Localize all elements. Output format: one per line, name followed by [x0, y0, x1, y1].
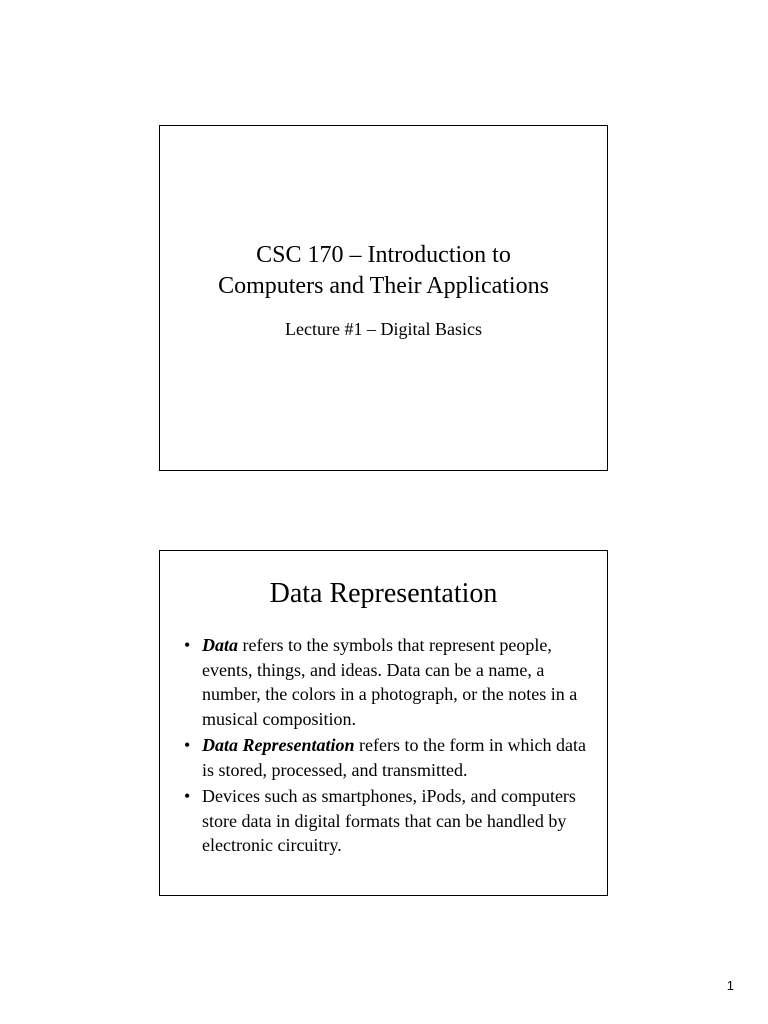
bullet-item-data-representation [184, 733, 589, 782]
course-title [160, 240, 607, 302]
bullet-icon: • [184, 635, 191, 655]
course-title-line-2: Computers and Their Applications [218, 273, 549, 299]
bullet-text: refers to the form in which data is stored, processed, and transmitted. [202, 735, 586, 780]
bullet-text: Devices such as smartphones, iPods, and computers store data in digital formats that can be handled by electronic circuitry. [202, 786, 576, 855]
bullet-term: Data Representation [202, 735, 355, 755]
bullet-text: refers to the symbols that represent people, events, things, and ideas. Data can be a name, a number, the colors in a photograph, or the notes in a musical composition. [202, 635, 578, 729]
course-title-line-1: CSC 170 – Introduction to [256, 242, 511, 268]
slide-data-representation [159, 550, 608, 896]
bullet-term: Data [202, 635, 238, 655]
slide-heading: Data Representation [269, 578, 498, 609]
title-block [160, 240, 607, 341]
bullet-icon: • [184, 786, 191, 806]
bullet-list [184, 633, 589, 860]
bullet-item-devices [184, 784, 589, 858]
bullet-item-data [184, 633, 589, 731]
bullet-icon: • [184, 735, 191, 755]
slide-title [159, 125, 608, 471]
page-number: 1 [726, 978, 734, 993]
lecture-subtitle: Lecture #1 – Digital Basics [285, 319, 482, 339]
